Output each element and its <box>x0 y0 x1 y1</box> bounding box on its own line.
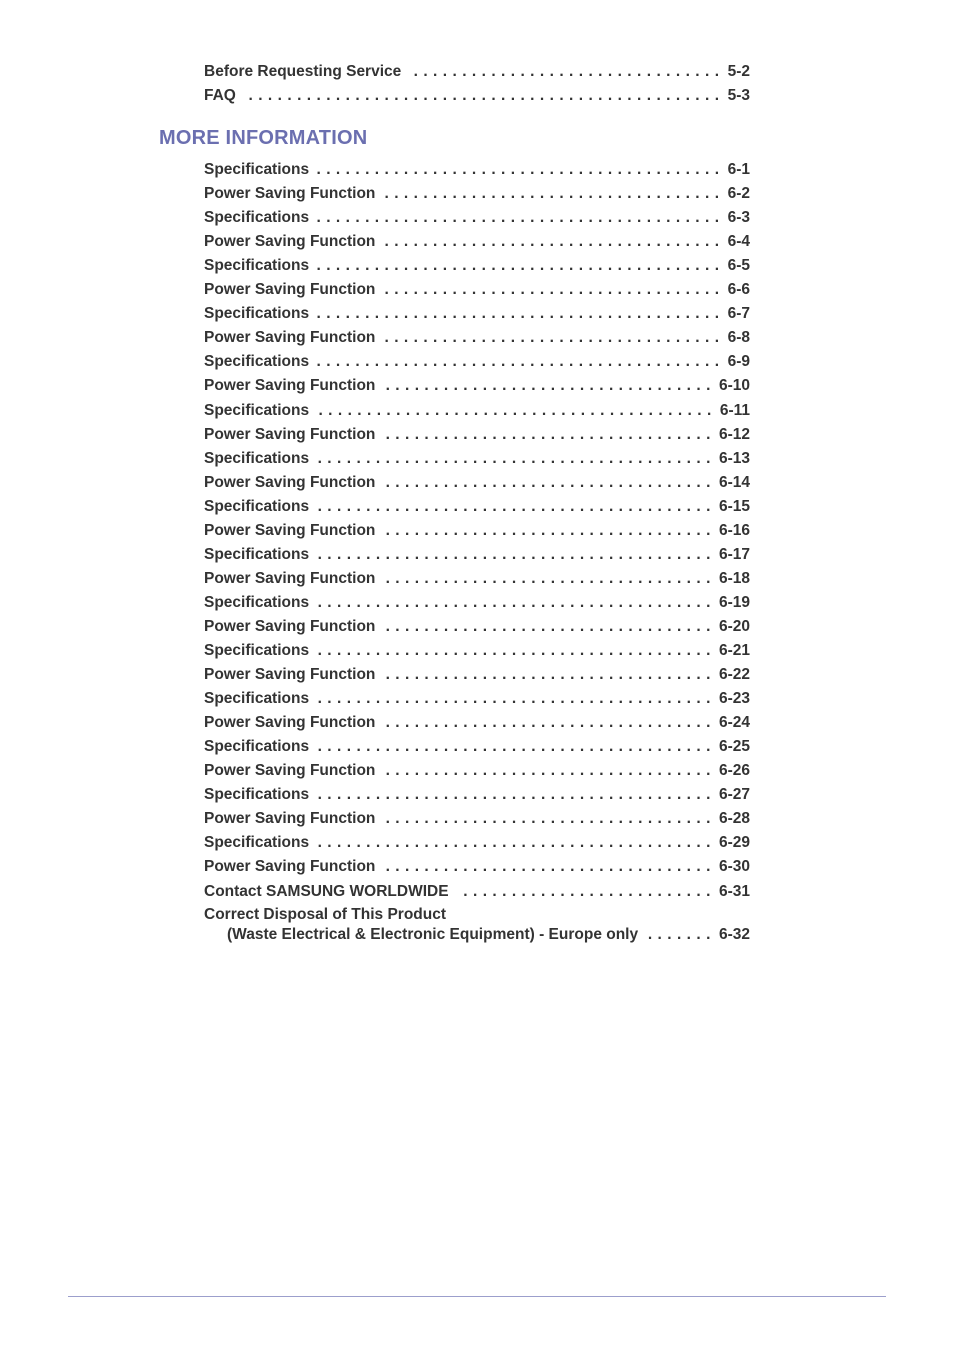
toc-leader-dots <box>383 617 711 637</box>
toc-entry-page: 6-25 <box>718 738 750 756</box>
toc-leader-dots <box>383 857 711 877</box>
toc-entry-title: Specifications <box>204 401 310 419</box>
toc-leader-dots <box>244 86 720 106</box>
toc-entry[interactable] <box>204 641 750 661</box>
toc-leader-dots <box>317 641 711 661</box>
toc-entry-title: Power Saving Function <box>204 185 376 203</box>
toc-entry[interactable] <box>204 304 750 324</box>
toc-entry[interactable] <box>204 737 750 757</box>
toc-entry-page: 6-8 <box>727 329 750 347</box>
toc-leader-dots <box>383 184 719 204</box>
toc-entry[interactable] <box>204 280 750 300</box>
toc-entry-page: 6-10 <box>718 377 750 395</box>
toc-entry-title: Power Saving Function <box>204 521 376 539</box>
toc-entry-page: 6-16 <box>718 521 750 539</box>
toc-entry-page: 6-29 <box>718 834 750 852</box>
toc-entry-title: Power Saving Function <box>204 762 376 780</box>
toc-leader-dots <box>317 545 711 565</box>
toc-entry-page: 5-3 <box>727 87 750 104</box>
toc-entry[interactable] <box>204 545 750 565</box>
toc-entry-page: 6-17 <box>718 545 750 563</box>
toc-entry-page: 6-3 <box>727 209 750 227</box>
toc-leader-dots <box>317 785 711 805</box>
toc-entry-title: Power Saving Function <box>204 858 376 876</box>
toc-leader-dots <box>317 497 711 517</box>
toc-entry-page: 6-30 <box>718 858 750 876</box>
toc-leader-dots <box>317 160 720 180</box>
toc-entry[interactable] <box>204 160 750 180</box>
toc-entry-title: Specifications <box>204 593 310 611</box>
toc-entry[interactable] <box>204 86 750 106</box>
toc-entry-title: Specifications <box>204 449 310 467</box>
toc-leader-dots <box>317 401 712 421</box>
toc-entry[interactable] <box>204 401 750 421</box>
toc-entry[interactable] <box>204 521 750 541</box>
toc-leader-dots <box>317 833 711 853</box>
toc-entry-title: Specifications <box>204 690 310 708</box>
toc-entry-page: 6-23 <box>718 690 750 708</box>
toc-entry[interactable] <box>204 833 750 853</box>
toc-entry-title: Power Saving Function <box>204 377 376 395</box>
toc-leader-dots <box>646 925 711 945</box>
toc-leader-dots <box>383 809 711 829</box>
toc-entry-page: 6-11 <box>719 401 750 419</box>
toc-entry-title: Power Saving Function <box>204 329 376 347</box>
toc-entry-page: 6-27 <box>718 786 750 804</box>
toc-entry[interactable] <box>204 449 750 469</box>
toc-entry-page: 6-24 <box>718 714 750 732</box>
toc-entry-page: 6-2 <box>727 185 750 203</box>
toc-entry-page: 6-9 <box>727 353 750 371</box>
toc-entry-page: 6-28 <box>718 810 750 828</box>
toc-entry-title: Specifications <box>204 738 310 756</box>
toc-leader-dots <box>317 593 711 613</box>
toc-entry[interactable] <box>204 425 750 445</box>
toc-entry[interactable] <box>204 376 750 396</box>
toc-entry-page: 6-14 <box>718 473 750 491</box>
toc-leader-dots <box>383 425 711 445</box>
toc-entry-title: Specifications <box>204 257 310 275</box>
toc-entry-title: Specifications <box>204 497 310 515</box>
toc-entry-title: Specifications <box>204 353 310 371</box>
toc-entry-title: Power Saving Function <box>204 810 376 828</box>
toc-entry-page: 6-7 <box>727 305 750 323</box>
toc-leader-dots <box>383 665 711 685</box>
toc-entry[interactable] <box>204 569 750 589</box>
toc-entry-title: Specifications <box>204 305 310 323</box>
toc-entry-page: 6-31 <box>718 882 750 900</box>
toc-entry[interactable] <box>204 713 750 733</box>
toc-entry[interactable] <box>204 232 750 252</box>
toc-leader-dots <box>383 569 711 589</box>
footer-rule <box>68 1296 886 1297</box>
toc-entry[interactable] <box>204 208 750 228</box>
toc-entry-title: Specifications <box>204 834 310 852</box>
toc-leader-dots <box>409 62 719 82</box>
toc-leader-dots <box>317 449 711 469</box>
toc-entry-title: Power Saving Function <box>204 569 376 587</box>
toc-entry-title: Specifications <box>204 545 310 563</box>
toc-leader-dots <box>317 256 720 276</box>
toc-entry-page: 6-5 <box>727 257 750 275</box>
toc-entry-page: 6-21 <box>718 642 750 659</box>
toc-leader-dots <box>317 737 711 757</box>
toc-entry-page: 6-18 <box>718 569 750 587</box>
toc-entry-disposal[interactable] <box>204 905 750 945</box>
toc-entry[interactable] <box>204 761 750 781</box>
toc-entry[interactable] <box>204 473 750 493</box>
toc-entry-title: Power Saving Function <box>204 233 376 251</box>
toc-entry[interactable] <box>204 665 750 685</box>
toc-entry-title: Power Saving Function <box>204 666 376 684</box>
toc-entry[interactable] <box>204 689 750 709</box>
toc-entry[interactable] <box>204 809 750 829</box>
toc-entry[interactable] <box>204 62 750 82</box>
toc-entry-title: Specifications <box>204 161 310 178</box>
toc-entry-page: 5-2 <box>727 63 750 80</box>
toc-leader-dots <box>383 328 719 348</box>
toc-entry[interactable] <box>204 497 750 517</box>
toc-entry[interactable] <box>204 184 750 204</box>
toc-entry[interactable] <box>204 785 750 805</box>
toc-entry-title: Specifications <box>204 209 310 227</box>
toc-leader-dots <box>383 376 711 396</box>
toc-entry-title: Contact SAMSUNG WORLDWIDE <box>204 882 449 900</box>
toc-entry-page: 6-22 <box>718 666 750 684</box>
toc-leader-dots <box>317 208 720 228</box>
toc-entry-page: 6-26 <box>718 762 750 780</box>
toc-leader-dots <box>317 689 711 709</box>
toc-entry[interactable] <box>204 256 750 276</box>
toc-leader-dots <box>383 761 711 781</box>
toc-entry-page: 6-13 <box>718 449 750 467</box>
toc-entry-title-line1: Correct Disposal of This Product <box>204 906 447 923</box>
toc-entry[interactable] <box>204 593 750 613</box>
toc-entry-title: FAQ <box>204 87 236 104</box>
toc-leader-dots <box>383 473 711 493</box>
toc-leader-dots <box>317 352 720 372</box>
toc-entry-page: 6-1 <box>727 161 750 178</box>
toc-entry-page: 6-15 <box>718 497 750 515</box>
toc-entry-page: 6-4 <box>727 233 750 251</box>
toc-leader-dots <box>383 521 711 541</box>
toc-entry-page: 6-12 <box>718 425 750 443</box>
toc-entry-title: Power Saving Function <box>204 473 376 491</box>
toc-entry[interactable] <box>204 617 750 637</box>
toc-leader-dots <box>383 232 719 252</box>
toc-leader-dots <box>383 280 719 300</box>
toc-entry[interactable] <box>204 352 750 372</box>
toc-entry[interactable] <box>204 328 750 348</box>
toc-entry-title: Power Saving Function <box>204 714 376 732</box>
section-heading: MORE INFORMATION <box>159 127 368 149</box>
toc-entry-title: Power Saving Function <box>204 617 376 635</box>
toc-leader-dots <box>457 882 711 902</box>
toc-entry-page: 6-6 <box>727 281 750 299</box>
toc-entry-title: Power Saving Function <box>204 281 376 299</box>
toc-entry[interactable] <box>204 882 750 902</box>
toc-entry-title: Specifications <box>204 786 310 804</box>
toc-entry-title: Specifications <box>204 642 310 659</box>
toc-entry-title: Before Requesting Service <box>204 63 402 80</box>
toc-leader-dots <box>317 304 720 324</box>
toc-entry-title-line2-row <box>204 925 750 945</box>
toc-entry-page: 6-20 <box>718 617 750 635</box>
toc-entry-page: 6-32 <box>718 926 750 943</box>
toc-entry[interactable] <box>204 857 750 877</box>
toc-entry-page: 6-19 <box>718 593 750 611</box>
toc-entry-title: Power Saving Function <box>204 425 376 443</box>
toc-leader-dots <box>383 713 711 733</box>
toc-entry-title-line2: (Waste Electrical & Electronic Equipment) - Europe only <box>227 926 639 943</box>
